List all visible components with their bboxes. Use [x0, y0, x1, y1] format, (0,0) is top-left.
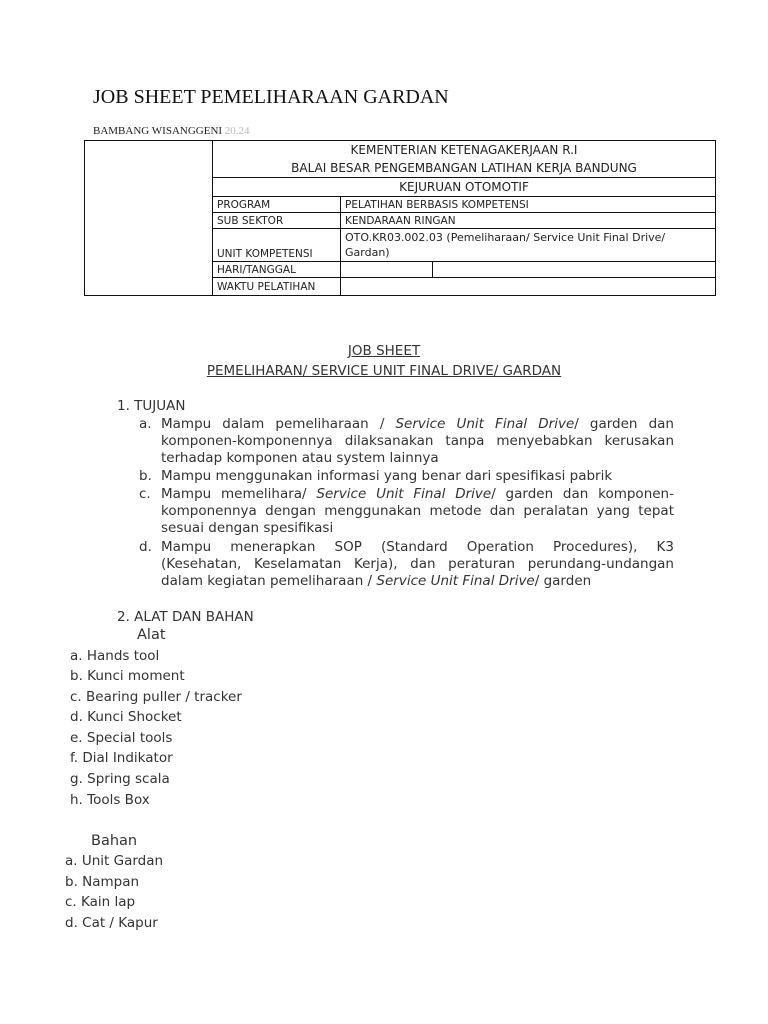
ministry-name: KEMENTERIAN KETENAGAKERJAAN R.I [350, 143, 578, 157]
program-value: PELATIHAN BERBASIS KOMPETENSI [341, 197, 716, 213]
list-item: e. Special tools [70, 730, 173, 746]
tujuan-d-marker: d. [139, 539, 152, 555]
tujuan-c-text: Mampu memelihara/ Service Unit Final Drive/ garden dan komponen- komponennya dengan menggunakan metode dan peralatan yang tepat sesuai dengan spesifikasi [161, 486, 674, 536]
section-title: JOB SHEET [347, 343, 421, 359]
list-item: d. Kunci Shocket [70, 709, 182, 725]
section-subtitle: PEMELIHARAN/ SERVICE UNIT FINAL DRIVE/ GARDAN [206, 363, 562, 379]
program-label: PROGRAM [213, 197, 341, 213]
list-item: a. Hands tool [70, 648, 160, 664]
tujuan-a-marker: a. [139, 416, 152, 432]
tujuan-b-text: Mampu menggunakan informasi yang benar dari spesifikasi pabrik [161, 468, 613, 484]
list-item: c. Bearing puller / tracker [70, 689, 242, 705]
waktu-pelatihan-value [341, 278, 716, 296]
document-title: JOB SHEET PEMELIHARAAN GARDAN [93, 86, 449, 108]
bahan-label: Bahan [91, 833, 138, 849]
institution-header [213, 141, 716, 178]
hari-tanggal-extra [433, 262, 716, 278]
hari-tanggal-label: HARI/TANGGAL [213, 262, 341, 278]
unit-kompetensi-label: UNIT KOMPETENSI [213, 229, 341, 262]
author-year: 20.24 [224, 125, 250, 137]
unit-kompetensi-value: OTO.KR03.002.03 (Pemeliharaan/ Service Unit Final Drive/ Gardan) [341, 229, 716, 262]
list-item: c. Kain lap [65, 894, 136, 910]
tujuan-a-text: Mampu dalam pemeliharaan / Service Unit Final Drive/ garden dan komponen-komponennya dilaksanakan tanpa menyebabkan kerusakan terhadap komponen atau system lainnya [161, 416, 674, 466]
author-line [93, 125, 250, 137]
author-name: BAMBANG WISANGGENI [93, 125, 223, 137]
list-item: f. Dial Indikator [70, 750, 173, 766]
sub-sektor-value: KENDARAAN RINGAN [341, 213, 716, 229]
waktu-pelatihan-label: WAKTU PELATIHAN [213, 278, 341, 296]
list-item: a. Unit Gardan [65, 853, 164, 869]
alat-label: Alat [137, 627, 166, 643]
tujuan-heading: 1. TUJUAN [117, 398, 186, 414]
alat-bahan-heading: 2. ALAT DAN BAHAN [117, 609, 254, 625]
sub-sektor-label: SUB SEKTOR [213, 213, 341, 229]
header-table [84, 140, 716, 296]
department-name: KEJURUAN OTOMOTIF [213, 178, 716, 197]
tujuan-c-marker: c. [139, 486, 151, 502]
list-item: b. Kunci moment [70, 668, 185, 684]
tujuan-b-marker: b. [139, 468, 152, 484]
list-item: g. Spring scala [70, 771, 170, 787]
hari-tanggal-value [341, 262, 433, 278]
institution-name: BALAI BESAR PENGEMBANGAN LATIHAN KERJA BANDUNG [291, 161, 637, 175]
tujuan-d-text: Mampu menerapkan SOP (Standard Operation Procedures), K3 (Kesehatan, Keselamatan Kerja), dan peraturan perundang-undangan dalam kegiatan pemeliharaan / Service Unit Final Drive/ garden [161, 539, 674, 589]
list-item: h. Tools Box [70, 792, 150, 808]
logo-cell [85, 141, 213, 296]
list-item: b. Nampan [65, 874, 140, 890]
list-item: d. Cat / Kapur [65, 915, 158, 931]
